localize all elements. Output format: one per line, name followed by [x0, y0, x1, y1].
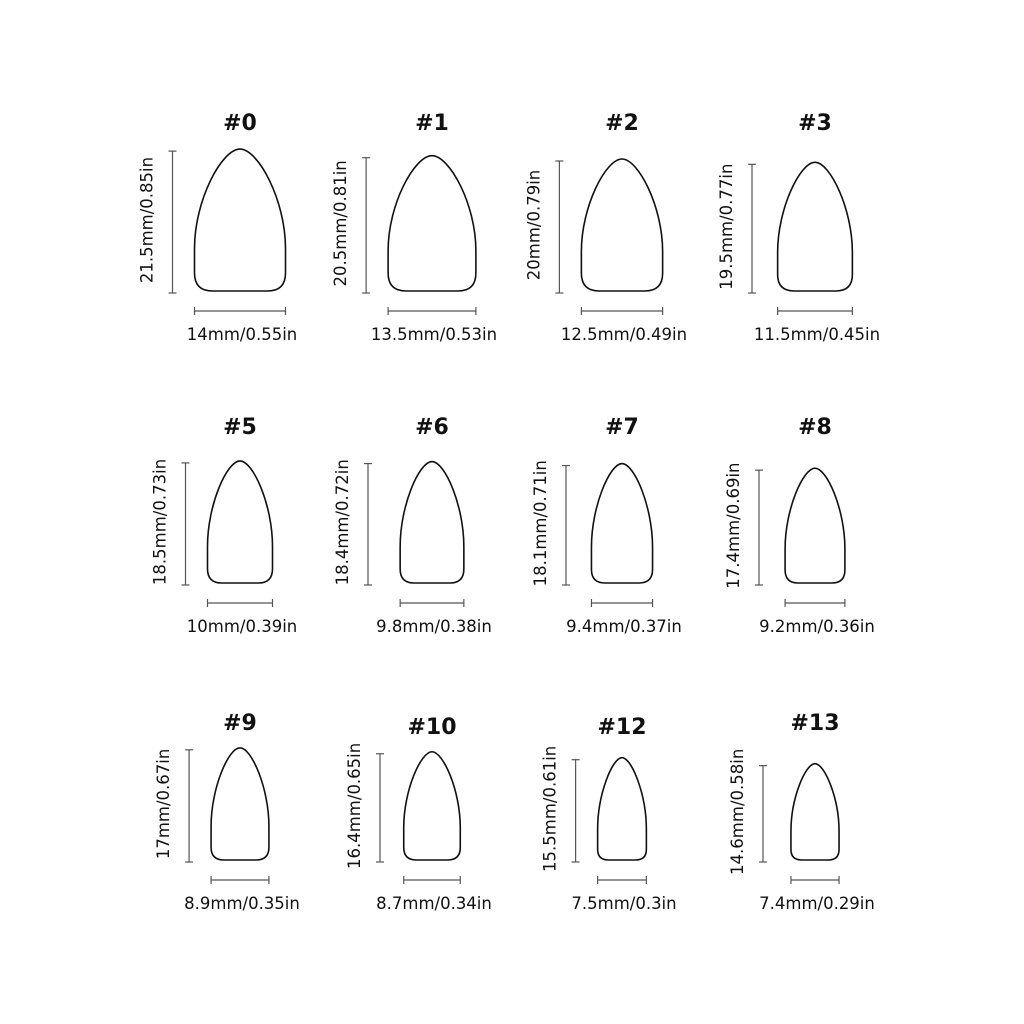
nail-2-length-label: 20mm/0.79in: [524, 169, 544, 281]
nail-13-width-label: 7.4mm/0.29in: [759, 894, 875, 913]
nail-2-shape: [581, 159, 662, 291]
nail-13-shape: [791, 764, 839, 860]
nail-8-width-label: 9.2mm/0.36in: [759, 617, 875, 636]
nail-0-title: #0: [223, 111, 257, 136]
nail-12-width-label: 7.5mm/0.3in: [571, 894, 677, 913]
nail-13-length-label: 14.6mm/0.58in: [728, 748, 747, 875]
nail-3-width-label: 11.5mm/0.45in: [753, 325, 881, 344]
nail-7-shape: [591, 464, 652, 583]
nail-5-title: #5: [223, 415, 257, 440]
nail-3-length-label: 19.5mm/0.77in: [717, 163, 736, 290]
nail-10-width-label: 8.7mm/0.34in: [376, 894, 492, 913]
nail-5-width-label: 10mm/0.39in: [186, 617, 298, 636]
nail-6-length-label: 18.4mm/0.72in: [333, 459, 352, 586]
nail-10-title: #10: [407, 715, 457, 740]
nail-7-title: #7: [605, 415, 639, 440]
nail-10-length-label: 16.4mm/0.65in: [345, 742, 364, 869]
nail-9-title: #9: [223, 711, 257, 736]
nail-1-length-label: 20.5mm/0.81in: [331, 160, 351, 287]
nail-12-length-label: 15.5mm/0.61in: [540, 745, 560, 872]
nail-0-shape: [195, 149, 286, 291]
nail-6-shape: [400, 462, 464, 583]
nail-6-width-label: 9.8mm/0.38in: [376, 617, 492, 636]
nail-0-width-label: 14mm/0.55in: [186, 325, 298, 344]
nail-1-shape: [388, 156, 476, 291]
nail-9-shape: [211, 748, 269, 860]
nail-3-shape: [778, 162, 853, 291]
nail-3-title: #3: [798, 111, 832, 136]
nail-13-title: #13: [790, 711, 840, 736]
nail-12-shape: [598, 758, 647, 860]
nail-6-title: #6: [415, 415, 449, 440]
nail-9-width-label: 8.9mm/0.35in: [184, 894, 300, 913]
nail-1-title: #1: [415, 111, 449, 136]
nail-5-shape: [208, 461, 273, 583]
nail-9-length-label: 17mm/0.67in: [154, 748, 174, 860]
nail-8-title: #8: [798, 415, 832, 440]
nail-7-width-label: 9.4mm/0.37in: [566, 617, 682, 636]
nail-8-length-label: 17.4mm/0.69in: [724, 462, 743, 589]
nail-5-length-label: 18.5mm/0.73in: [150, 458, 170, 586]
nail-12-title: #12: [597, 715, 647, 740]
nail-1-width-label: 13.5mm/0.53in: [370, 325, 498, 344]
nail-0-length-label: 21.5mm/0.85in: [137, 156, 157, 284]
nail-2-width-label: 12.5mm/0.49in: [560, 325, 688, 344]
nail-10-shape: [404, 752, 461, 860]
nail-8-shape: [785, 468, 845, 583]
nail-7-length-label: 18.1mm/0.71in: [531, 460, 550, 587]
nail-2-title: #2: [605, 111, 639, 136]
